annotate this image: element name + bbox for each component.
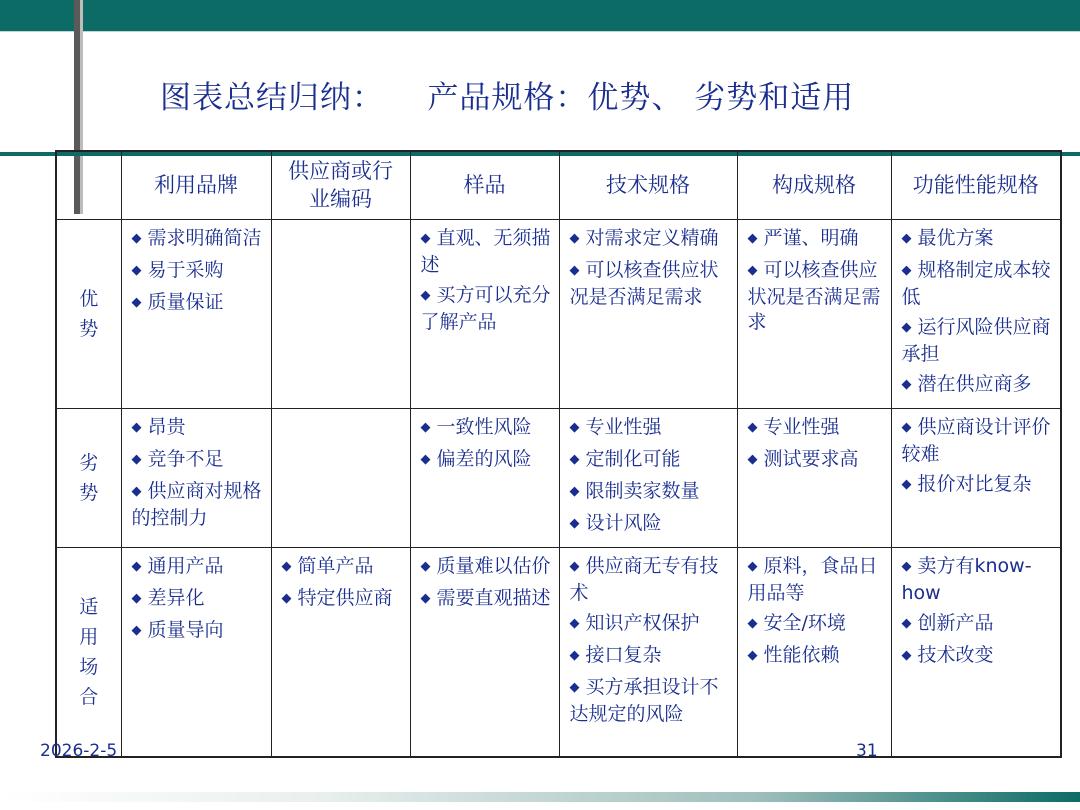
row-header — [56, 408, 121, 547]
bullet-text: 性能依赖 — [763, 643, 840, 666]
bullet-item — [132, 586, 265, 613]
bullet-item — [421, 415, 553, 442]
column-header: 构成规格 — [737, 151, 891, 219]
row-header-label: 适用场合 — [79, 595, 99, 708]
bullet-text: 质量导向 — [147, 618, 224, 641]
diamond-bullet-icon: ◆ — [569, 615, 580, 631]
diamond-bullet-icon: ◆ — [901, 476, 912, 492]
diamond-bullet-icon: ◆ — [131, 294, 142, 310]
bullet-text: 运行风险供应商承担 — [901, 315, 1051, 365]
bullet-item — [132, 258, 265, 285]
bullet-list — [570, 226, 731, 310]
bullet-item — [902, 415, 1055, 467]
column-header: 利用品牌 — [121, 151, 271, 219]
bullet-text: 易于采购 — [147, 258, 224, 281]
bullet-text: 报价对比复杂 — [917, 472, 1032, 495]
page-number: 31 — [856, 741, 878, 761]
bullet-item — [570, 415, 731, 442]
row-header-label: 劣势 — [79, 451, 99, 504]
bottom-accent-bar — [0, 792, 1080, 802]
table-cell — [121, 408, 271, 547]
diamond-bullet-icon: ◆ — [901, 615, 912, 631]
bullet-item — [902, 472, 1055, 499]
table-cell — [121, 547, 271, 757]
bullet-item — [902, 226, 1055, 253]
bullet-item — [132, 290, 265, 317]
table-row-disadvantages — [56, 408, 1061, 547]
bullet-list — [902, 226, 1055, 399]
footer-date: 2026-2-5 — [40, 741, 118, 761]
diamond-bullet-icon: ◆ — [420, 558, 431, 574]
table-header-row — [56, 151, 1061, 219]
diamond-bullet-icon: ◆ — [569, 262, 580, 278]
bullet-text: 需要直观描述 — [436, 586, 551, 609]
slide-title: 图表总结归纳： 产品规格：优势、 劣势和适用 — [160, 80, 855, 116]
table-cell — [737, 408, 891, 547]
bullet-text: 专业性强 — [763, 415, 840, 438]
bullet-text: 最优方案 — [917, 226, 994, 249]
diamond-bullet-icon: ◆ — [901, 558, 912, 574]
bullet-item — [902, 258, 1055, 310]
bullet-text: 买方承担设计不达规定的风险 — [569, 675, 719, 725]
diamond-bullet-icon: ◆ — [747, 230, 758, 246]
diamond-bullet-icon: ◆ — [747, 419, 758, 435]
bullet-item — [570, 611, 731, 638]
diamond-bullet-icon: ◆ — [901, 647, 912, 663]
bullet-text: 对需求定义精确 — [585, 226, 719, 249]
bullet-text: 特定供应商 — [297, 586, 393, 609]
bullet-text: 严谨、明确 — [763, 226, 859, 249]
bullet-item — [132, 618, 265, 645]
bottom-edge — [0, 802, 1080, 810]
diamond-bullet-icon: ◆ — [131, 590, 142, 606]
diamond-bullet-icon: ◆ — [747, 262, 758, 278]
diamond-bullet-icon: ◆ — [569, 515, 580, 531]
diamond-bullet-icon: ◆ — [747, 451, 758, 467]
bullet-item — [132, 479, 265, 531]
table-cell — [891, 547, 1061, 757]
bullet-item — [421, 226, 553, 278]
diamond-bullet-icon: ◆ — [420, 590, 431, 606]
diamond-bullet-icon: ◆ — [420, 419, 431, 435]
bullet-list — [421, 554, 553, 613]
diamond-bullet-icon: ◆ — [901, 262, 912, 278]
table-cell — [737, 219, 891, 408]
table-cell — [271, 408, 410, 547]
table-cell — [410, 408, 559, 547]
bullet-item — [748, 226, 885, 253]
bullet-list — [748, 415, 885, 474]
table-cell — [410, 547, 559, 757]
bullet-item — [570, 226, 731, 253]
diamond-bullet-icon: ◆ — [569, 647, 580, 663]
row-header — [56, 547, 121, 757]
bullet-list — [421, 226, 553, 335]
bullet-text: 接口复杂 — [585, 643, 662, 666]
bullet-text: 需求明确简洁 — [147, 226, 262, 249]
diamond-bullet-icon: ◆ — [569, 451, 580, 467]
table-row-applicability — [56, 547, 1061, 757]
bullet-item — [902, 554, 1055, 606]
bullet-list — [748, 226, 885, 335]
column-header — [271, 151, 410, 219]
bullet-text: 昂贵 — [147, 415, 186, 438]
diamond-bullet-icon: ◆ — [747, 647, 758, 663]
bullet-text: 供应商设计评价较难 — [901, 415, 1051, 465]
diamond-bullet-icon: ◆ — [131, 230, 142, 246]
diamond-bullet-icon: ◆ — [131, 558, 142, 574]
bullet-text: 知识产权保护 — [585, 611, 700, 634]
bullet-item — [132, 226, 265, 253]
table-cell — [559, 547, 737, 757]
diamond-bullet-icon: ◆ — [901, 319, 912, 335]
bullet-text: 简单产品 — [297, 554, 374, 577]
bullet-item — [421, 586, 553, 613]
bullet-text: 专业性强 — [585, 415, 662, 438]
bullet-item — [748, 643, 885, 670]
bullet-item — [748, 554, 885, 606]
bullet-item — [902, 611, 1055, 638]
bullet-text: 规格制定成本较低 — [901, 258, 1051, 308]
diamond-bullet-icon: ◆ — [569, 483, 580, 499]
diamond-bullet-icon: ◆ — [569, 558, 580, 574]
diamond-bullet-icon: ◆ — [281, 590, 292, 606]
bullet-list — [282, 554, 404, 613]
bullet-item — [132, 415, 265, 442]
bullet-item — [570, 675, 731, 727]
bullet-item — [748, 415, 885, 442]
bullet-item — [570, 258, 731, 310]
bullet-text: 通用产品 — [147, 554, 224, 577]
bullet-text: 差异化 — [147, 586, 205, 609]
diamond-bullet-icon: ◆ — [569, 230, 580, 246]
bullet-text: 设计风险 — [585, 511, 662, 534]
bullet-item — [282, 554, 404, 581]
bullet-text: 技术改变 — [917, 643, 994, 666]
bullet-item — [902, 372, 1055, 399]
bullet-list — [132, 226, 265, 317]
table-cell — [559, 219, 737, 408]
diamond-bullet-icon: ◆ — [131, 262, 142, 278]
top-accent-bar — [0, 0, 1080, 31]
diamond-bullet-icon: ◆ — [747, 615, 758, 631]
bullet-item — [748, 258, 885, 335]
bullet-text: 质量保证 — [147, 290, 224, 313]
bullet-text: 卖方有know-how — [901, 554, 1032, 604]
bullet-item — [421, 447, 553, 474]
diamond-bullet-icon: ◆ — [420, 287, 431, 303]
bullet-item — [902, 315, 1055, 367]
bullet-item — [421, 554, 553, 581]
table-cell — [891, 408, 1061, 547]
diamond-bullet-icon: ◆ — [569, 679, 580, 695]
bullet-list — [570, 554, 731, 727]
diamond-bullet-icon: ◆ — [281, 558, 292, 574]
diamond-bullet-icon: ◆ — [420, 230, 431, 246]
column-header: 技术规格 — [559, 151, 737, 219]
table-cell — [271, 547, 410, 757]
table-cell — [737, 547, 891, 757]
bullet-item — [902, 643, 1055, 670]
bullet-item — [132, 447, 265, 474]
diamond-bullet-icon: ◆ — [131, 622, 142, 638]
bullet-text: 一致性风险 — [436, 415, 532, 438]
bullet-text: 供应商对规格的控制力 — [131, 479, 262, 529]
bullet-list — [132, 415, 265, 531]
bullet-text: 定制化可能 — [585, 447, 681, 470]
column-header: 样品 — [410, 151, 559, 219]
bullet-text: 偏差的风险 — [436, 447, 532, 470]
bullet-text: 创新产品 — [917, 611, 994, 634]
bullet-list — [902, 554, 1055, 670]
table-cell — [891, 219, 1061, 408]
diamond-bullet-icon: ◆ — [901, 376, 912, 392]
table-cell — [121, 219, 271, 408]
bullet-text: 原料，食品日用品等 — [747, 554, 878, 604]
bullet-item — [570, 511, 731, 538]
top-accent-line — [0, 31, 1080, 32]
bullet-item — [282, 586, 404, 613]
bullet-text: 供应商无专有技术 — [569, 554, 719, 604]
bullet-list — [421, 415, 553, 474]
column-header-text: 供应商或行业编码 — [288, 159, 393, 212]
bullet-text: 安全/环境 — [763, 611, 846, 634]
bullet-text: 可以核查供应状况是否满足需求 — [569, 258, 719, 308]
table-cell — [410, 219, 559, 408]
diamond-bullet-icon: ◆ — [131, 419, 142, 435]
diamond-bullet-icon: ◆ — [901, 419, 912, 435]
bullet-list — [748, 554, 885, 670]
diamond-bullet-icon: ◆ — [131, 451, 142, 467]
bullet-text: 直观、无须描述 — [420, 226, 551, 276]
bullet-text: 潜在供应商多 — [917, 372, 1032, 395]
diamond-bullet-icon: ◆ — [569, 419, 580, 435]
bullet-item — [748, 611, 885, 638]
bullet-text: 可以核查供应状况是否满足需求 — [747, 258, 881, 333]
diamond-bullet-icon: ◆ — [747, 558, 758, 574]
bullet-item — [132, 554, 265, 581]
bullet-list — [132, 554, 265, 645]
bullet-item — [570, 479, 731, 506]
bullet-item — [421, 283, 553, 335]
bullet-text: 买方可以充分了解产品 — [420, 283, 551, 333]
row-header-label: 优势 — [79, 287, 99, 340]
table-row-advantages — [56, 219, 1061, 408]
bullet-item — [748, 447, 885, 474]
column-header: 功能性能规格 — [891, 151, 1061, 219]
table-cell — [271, 219, 410, 408]
bullet-item — [570, 447, 731, 474]
bullet-item — [570, 643, 731, 670]
diamond-bullet-icon: ◆ — [420, 451, 431, 467]
corner-cell — [56, 151, 121, 219]
diamond-bullet-icon: ◆ — [131, 483, 142, 499]
bullet-list — [570, 415, 731, 538]
row-header — [56, 219, 121, 408]
bullet-text: 测试要求高 — [763, 447, 859, 470]
bullet-text: 限制卖家数量 — [585, 479, 700, 502]
bullet-text: 竞争不足 — [147, 447, 224, 470]
bullet-list — [902, 415, 1055, 499]
diamond-bullet-icon: ◆ — [901, 230, 912, 246]
table-cell — [559, 408, 737, 547]
comparison-table — [55, 150, 1062, 758]
bullet-item — [570, 554, 731, 606]
bullet-text: 质量难以估价 — [436, 554, 551, 577]
